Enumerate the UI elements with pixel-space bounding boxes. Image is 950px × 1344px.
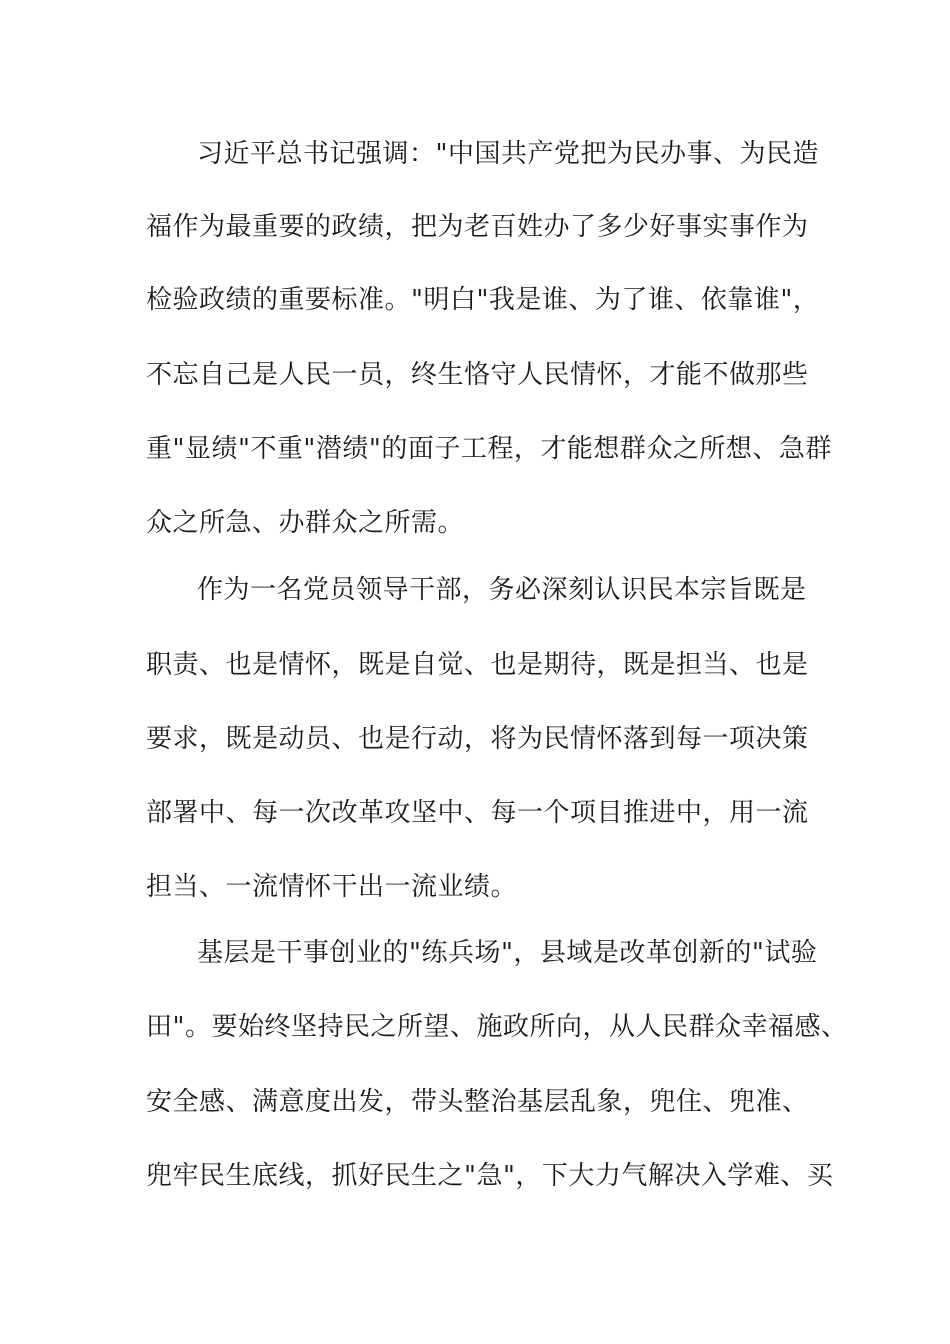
paragraph-1-line-4: 不忘自己是人民一员，终生恪守人民情怀，才能不做那些 xyxy=(146,360,809,390)
paragraph-2-line-5: 担当、一流情怀干出一流业绩。 xyxy=(146,872,518,902)
paragraph-2-line-1: 作为一名党员领导干部，务必深刻认识民本宗旨既是 xyxy=(197,575,807,605)
paragraph-3-line-2: 田"。要始终坚持民之所望、施政所向，从人民群众幸福感、 xyxy=(146,1012,848,1042)
paragraph-1-line-3: 检验政绩的重要标准。"明白"我是谁、为了谁、依靠谁"， xyxy=(146,285,820,315)
paragraph-2-line-2: 职责、也是情怀，既是自觉、也是期待，既是担当、也是 xyxy=(146,650,809,680)
paragraph-3-line-3: 安全感、满意度出发，带头整治基层乱象，兜住、兜准、 xyxy=(146,1087,809,1117)
paragraph-1-line-1: 习近平总书记强调："中国共产党把为民办事、为民造 xyxy=(197,139,819,169)
paragraph-2-line-4: 部署中、每一次改革攻坚中、每一个项目推进中，用一流 xyxy=(146,798,809,828)
paragraph-1-line-6: 众之所急、办群众之所需。 xyxy=(146,508,465,538)
paragraph-2-line-3: 要求，既是动员、也是行动，将为民情怀落到每一项决策 xyxy=(146,724,809,754)
paragraph-3-line-4: 兜牢民生底线，抓好民生之"急"，下大力气解决入学难、买 xyxy=(146,1161,834,1191)
paragraph-1-line-2: 福作为最重要的政绩，把为老百姓办了多少好事实事作为 xyxy=(146,212,809,242)
paragraph-3-line-1: 基层是干事创业的"练兵场"，县域是改革创新的"试验 xyxy=(197,938,818,968)
paragraph-1-line-5: 重"显绩"不重"潜绩"的面子工程，才能想群众之所想、急群 xyxy=(146,434,832,464)
